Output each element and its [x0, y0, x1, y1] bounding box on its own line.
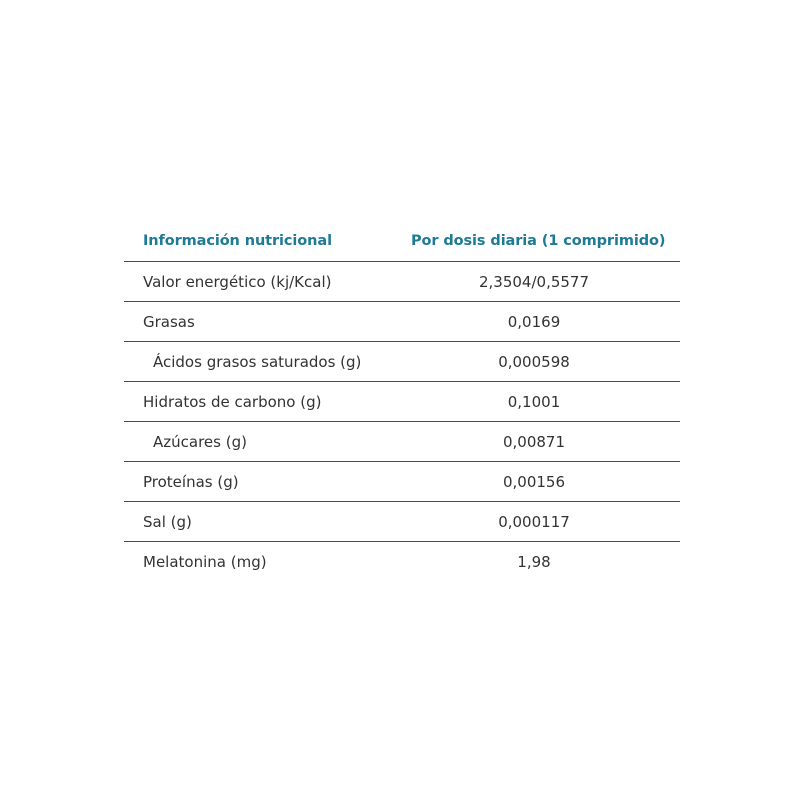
- table-row-melatonin: [124, 542, 680, 581]
- table-row-saturated-fats: [124, 342, 680, 382]
- table-row-energy: [124, 262, 680, 302]
- table-row-salt: [124, 502, 680, 542]
- header-daily-dose: Por dosis diaria (1 comprimido): [411, 233, 666, 249]
- row-value: 2,3504/0,5577: [478, 272, 590, 291]
- row-value: 0,1001: [507, 392, 561, 411]
- row-value: 0,0169: [507, 312, 561, 331]
- row-label: Valor energético (kj/Kcal): [143, 272, 332, 291]
- table-row-carbohydrates: [124, 382, 680, 422]
- row-value: 0,00871: [502, 432, 566, 451]
- row-label: Hidratos de carbono (g): [143, 392, 322, 411]
- row-label: Grasas: [143, 312, 195, 331]
- row-label: Azúcares (g): [153, 432, 247, 451]
- table-row-sugars: [124, 422, 680, 462]
- row-label: Ácidos grasos saturados (g): [153, 352, 362, 371]
- table-row-fats: [124, 302, 680, 342]
- row-label: Melatonina (mg): [143, 552, 267, 571]
- row-value: 0,00156: [502, 472, 566, 491]
- nutrition-table: [124, 221, 680, 581]
- row-label: Proteínas (g): [143, 472, 239, 491]
- table-row-proteins: [124, 462, 680, 502]
- header-nutrition-info: Información nutricional: [143, 233, 332, 249]
- table-header-row: [124, 221, 680, 262]
- row-value: 0,000117: [498, 512, 570, 531]
- row-value: 0,000598: [498, 352, 570, 371]
- row-value: 1,98: [517, 552, 551, 571]
- row-label: Sal (g): [143, 512, 192, 531]
